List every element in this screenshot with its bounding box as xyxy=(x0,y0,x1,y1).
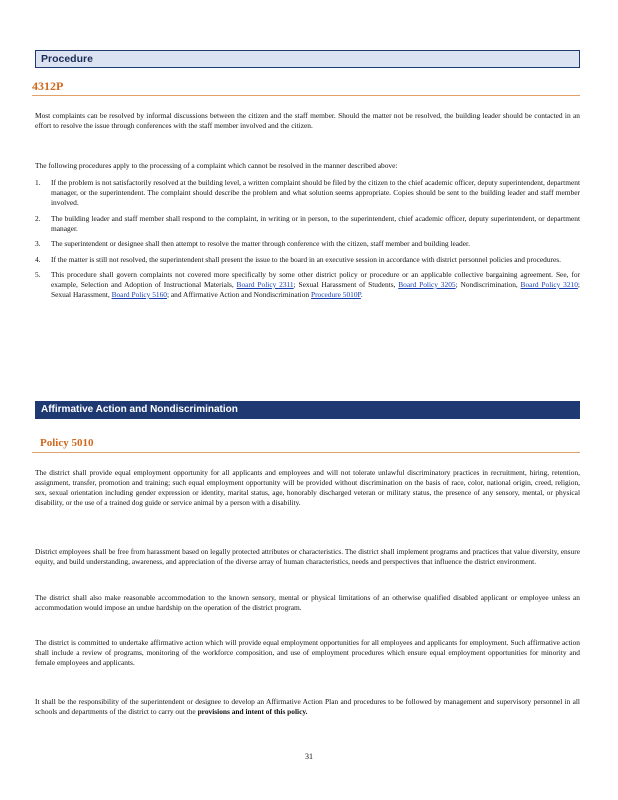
procedure-lead: The following procedures apply to the processing of a complaint which cannot be resolved in the manner described above: xyxy=(35,161,398,170)
procedure-step: 2. The building leader and staff member shall respond to the complaint, in writing or in person, to the superintendent, chief academic officer, deputy superintendent, or department manager. xyxy=(35,213,580,233)
board-policy-3210-link[interactable]: Board Policy 3210 xyxy=(520,280,578,289)
policy-closing-paragraph: It shall be the responsibility of the superintendent or designee to develop an Affirmative Action Plan and procedures to be followed by management and supervisory personnel in all schools and departments of the district to carry out the provisions and intent of this policy. xyxy=(35,697,580,716)
affirmative-header-bar xyxy=(35,401,580,419)
procedure-divider xyxy=(32,95,580,96)
policy-paragraph: The district shall also make reasonable accommodation to the known sensory, mental or physical limitations of an otherwise qualified disabled applicant or employee unless an accommodation would impose an undue hardship on the operation of the district program. xyxy=(35,593,580,612)
policy-paragraph: The district shall provide equal employment opportunity for all applicants and employees and will not tolerate unlawful discriminatory practices in recruitment, hiring, retention, assignment, transfer, promotion and training; such equal employment opportunity will be provided without discrimination on the basis of race, color, national origin, creed, religion, sex, sexual orientation including gender expression or identity, marital status, age, honorably discharged veteran or military status, the presence of any sensory, mental, or physical disability, or the use of a trained dog guide or service animal by a person with a disability. xyxy=(35,468,580,507)
procedure-step: 3. The superintendent or designee shall then attempt to resolve the matter through conference with the citizen, staff member and building leader. xyxy=(35,239,470,248)
procedure-header: Procedure xyxy=(41,53,93,65)
procedure-header-bar xyxy=(35,50,580,68)
procedure-steps xyxy=(35,178,580,306)
policy-divider xyxy=(32,452,580,453)
procedure-step: 5. This procedure shall govern complaints not covered more specifically by some other district policy or procedure or an applicable collective bargaining agreement. See, for example, Selection and Adoption of Instructional Materials, Board Policy 2311; Sexual Harassment of Students, Board Policy 3205; Nondiscrimination, Board Policy 3210; Sexual Harassment, Board Policy 5160; and Affirmative Action and Nondiscrimination Procedure 5010P. xyxy=(35,270,580,299)
page-number: 31 xyxy=(305,752,313,761)
procedure-step: 4. If the matter is still not resolved, the superintendent shall present the issue to the board in an executive session in accordance with district personnel policies and procedures. xyxy=(35,254,562,264)
policy-paragraph: District employees shall be free from harassment based on legally protected attributes or characteristics. The district shall implement programs and practices that value diversity, ensure equity, and build understanding, awareness, and appreciation of the diverse array of human characteristics, needs and perspectives that influence the district environment. xyxy=(35,547,580,566)
policy-code: Policy 5010 xyxy=(40,437,94,449)
procedure-5010p-link[interactable]: Procedure 5010P xyxy=(310,290,361,299)
board-policy-3205-link[interactable]: Board Policy 3205 xyxy=(398,280,456,289)
procedure-step: 1. If the problem is not satisfactorily resolved at the building level, a written complaint should be filed by the citizen to the chief academic officer, deputy superintendent, department manager, or the superintendent. The complaint should describe the problem and what solution seems appropriate. Copies should be sent to the building leader and staff member involved. xyxy=(35,178,580,207)
procedure-intro: Most complaints can be resolved by informal discussions between the citizen and the staff member. Should the matter not be resolved, the building leader should be contacted in an effort to resolve the issue through conferences with the staff member involved and the citizen. xyxy=(35,111,580,130)
procedure-code: 4312P xyxy=(32,79,64,93)
board-policy-5160-link[interactable]: Board Policy 5160 xyxy=(111,290,167,299)
policy-paragraph: The district is committed to undertake affirmative action which will provide equal employment opportunities for all employees and applicants for employment. Such affirmative action shall include a review of programs, monitoring of the workforce composition, and use of employment procedures which ensure equal employment opportunities for minority and female employees and applicants. xyxy=(35,638,580,667)
board-policy-2311-link[interactable]: Board Policy 2311 xyxy=(236,280,294,289)
affirmative-header: Affirmative Action and Nondiscrimination xyxy=(41,404,238,415)
